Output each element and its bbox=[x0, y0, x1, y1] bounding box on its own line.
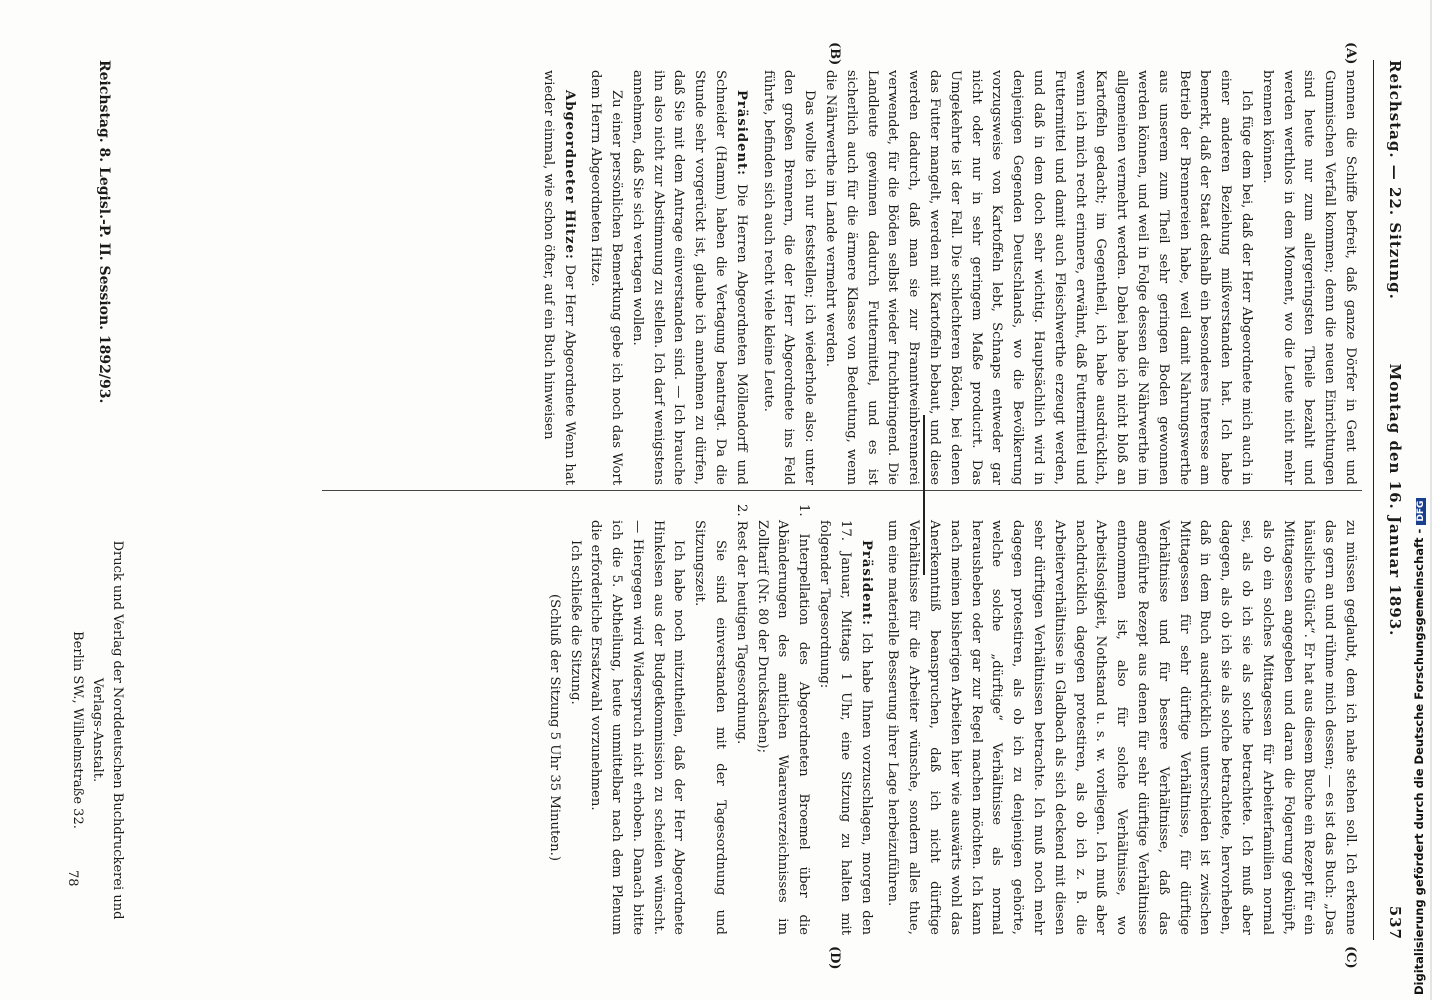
session-closing: (Schluß der Sitzung 5 Uhr 35 Minuten.) bbox=[546, 594, 562, 861]
header-left: Reichstag. — 22. Sitzung. bbox=[1386, 60, 1404, 300]
paragraph: zu müssen geglaubt, dem ich nahe stehen soll. Ich erkenne das gern an und rühme mich dessen; — es ist das Buch: „Das häusliche Glück“. Er hat aus diesem Buche ein Rezept für ein Mittagessen angegeben und daran die Folgerung geknüpft, als ob ein solches Mittagessen für Arbeiterfamilien normal sei, als ob ich sie als solche betrachtete. Ich muß aber dagegen, als ob ich sie als solche betrachtete, hervorheben, daß in dem Buch ausdrücklich unterschieden ist zwischen Mittagessen für sehr dürftige Verhältnisse, für dürftige Verhältnisse und für bessere Verhältnisse, daß das angeführte Rezept aus denen für sehr dürftige Verhältnisse entnommen ist, also für solche Verhältnisse, wo Arbeitslosigkeit, Nothstand u. s. w. vorliegen. Ich muß aber nachdrücklich dagegen protestiren, als ob ich z. B. die Arbeiterverhältnisse in Gladbach als sich deckend mit diesen sehr dürftigen Verhältnissen betrachte. Ich muß noch mehr dagegen protestiren, als ob ich zu denjenigen gehörte, welche solche „dürftige“ Verhältnisse als normal herausheben oder gar zur Regel machen möchten. Ich kann nach meinen bisherigen Arbeiten hier wie auswärts wohl das Anerkenntniß beanspruchen, daß ich nicht dürftige Verhältnisse für die Arbeiter wünsche, sondern alles thue, um eine materielle Besserung ihrer Lage herbeizuführen. bbox=[885, 520, 1358, 935]
printer-address: Berlin SW., Wilhelmstraße 32. bbox=[70, 631, 85, 829]
page-number: 537 bbox=[1386, 905, 1404, 940]
statement-text: Ich habe Ihnen vorzuschlagen, morgen den 17. Januar, Mittags 1 Uhr, eine Sitzung zu halten mit folgender Tagesordnung: bbox=[817, 520, 874, 935]
agenda-item: 2. Rest der heutigen Tagesordnung. bbox=[733, 504, 749, 745]
paragraph: Zu einer persönlichen Bemerkung gebe ich noch das Wort dem Herrn Abgeordneten Hitze. bbox=[588, 70, 625, 485]
left-column bbox=[537, 70, 1360, 485]
margin-mark-d: (D) bbox=[827, 946, 842, 970]
column-divider bbox=[322, 490, 1362, 491]
printer-line: Druck und Verlag der Norddeutschen Buchdruckerei und Verlags-Anstalt. bbox=[90, 540, 125, 920]
margin-mark-a: (A) bbox=[1343, 42, 1358, 65]
header-rule bbox=[1373, 60, 1374, 940]
section-rule bbox=[923, 415, 925, 575]
statement-text: Die Herren Abgeordneten Möllendorff und Schneider (Hamm) haben die Vertagung beantragt. Da die Stunde sehr vorgerückt ist, glaube ich annehmen zu dürfen, daß Sie mit dem Antrage einverstanden sind. — Ich brauche ihn also nicht zur Abstimmung zu stellen. Ich darf wenigstens annehmen, daß Sie sich vertagen wollen. bbox=[629, 70, 749, 485]
header-date: Montag den 16. Januar 1893. bbox=[1386, 363, 1404, 637]
agenda-item: 1. Interpellation des Abgeordneten Broemel über die Abänderungen des amtlichen Waarenverzeichnisses im Zolltarif (Nr. 80 der Drucksachen); bbox=[754, 504, 812, 935]
hitze-statement bbox=[537, 70, 579, 485]
president-statement bbox=[626, 70, 751, 485]
paragraph: Ich schließe die Sitzung. bbox=[567, 540, 583, 705]
president-statement bbox=[813, 520, 875, 935]
running-header bbox=[1374, 60, 1404, 940]
paragraph: Ich habe noch mitzutheilen, daß der Herr Abgeordnete Hinkelsen aus der Budgetkommission zu scheiden wünscht. — Hiergegen wird Widerspruch nicht erhoben. Danach bitte ich die 5. Abtheilung, heute unmittelbar nach dem Plenum die erforderliche Ersatzwahl vorzunehmen. bbox=[588, 520, 687, 935]
paragraph: Ich füge dem bei, daß der Herr Abgeordnete mich auch in einer anderen Beziehung mißverstanden hat. Ich habe bemerkt, daß der Staat deshalb ein besonderes Interesse am Betrieb der Brennereien habe, weil damit Nahrungswerthe aus unserem zum Theil sehr geringen Boden gewonnen werden können, und weil in Folge dessen die Nährwerthe im allgemeinen vermehrt werden. Dabei habe ich nicht bloß an Kartoffeln gedacht; im Gegentheil, ich habe ausdrücklich, wenn ich mich recht erinnere, erwähnt, daß Futtermittel und Futtermittel und damit auch Fleischwerthe erzeugt werden, und daß in dem doch sehr wichtig. Hauptsächlich wird in denjenigen Gegenden Deutschlands, wo die Bevölkerung vorzugsweise von Kartoffeln lebt, Schnaps entweder gar nicht oder nur in sehr geringem Maße producirt. Das Umgekehrte ist der Fall. Die schlechteren Böden, bei denen das Futter mangelt, werden mit Kartoffeln bebaut, und diese werden dadurch, daß man sie zur Branntweinbrennerei verwendet, für die Böden selbst wieder fruchtbringend. Die Landleute gewinnen dadurch Futtermittel, und es ist sicherlich auch für die ärmere Klasse von Bedeutung, wenn die Nährwerthe im Lande vermehrt werden. bbox=[823, 70, 1255, 485]
dfg-logo: DFG bbox=[1416, 498, 1426, 525]
paragraph: Sie sind einverstanden mit der Tagesordnung und Sitzungszeit. bbox=[692, 520, 729, 935]
margin-mark-c: (C) bbox=[1343, 946, 1358, 969]
speaker-label: Präsident: bbox=[858, 540, 874, 627]
notice-text: Digitalisierung gefördert durch die Deutsche Forschungsgemeinschaft - bbox=[1412, 528, 1426, 995]
digitisation-notice bbox=[1412, 498, 1426, 995]
footer-session: Reichstag. 8. Legisl.-P. II. Session. 1892/93. bbox=[96, 60, 112, 404]
statement-text: Der Herr Abgeordnete Wenn hat wieder einmal, wie schon öfter, auf ein Buch hinweisen bbox=[540, 70, 577, 485]
right-column bbox=[543, 504, 1360, 935]
page-code: 78 bbox=[65, 870, 80, 887]
margin-mark-b: (B) bbox=[827, 42, 842, 66]
speaker-label: Präsident: bbox=[733, 90, 749, 177]
speaker-label: Abgeordneter Hitze: bbox=[561, 90, 577, 260]
paragraph: nennen die Schiffe befreit, daß ganze Dörfer in Gent und Gummischen Verfall kommen; denn die neuen Einrichtungen sind heute nur zum allergeringsten Theile bezahlt und werden werthlos in dem Moment, wo die Leute nicht mehr brennen können. bbox=[1259, 70, 1358, 485]
paragraph: Das wollte ich nur feststellen; ich wiederhole also: unter den großen Brennern, die der Herr Abgeordnete ins Feld führte, befinden sich auch recht viele kleine Leute. bbox=[760, 70, 818, 485]
